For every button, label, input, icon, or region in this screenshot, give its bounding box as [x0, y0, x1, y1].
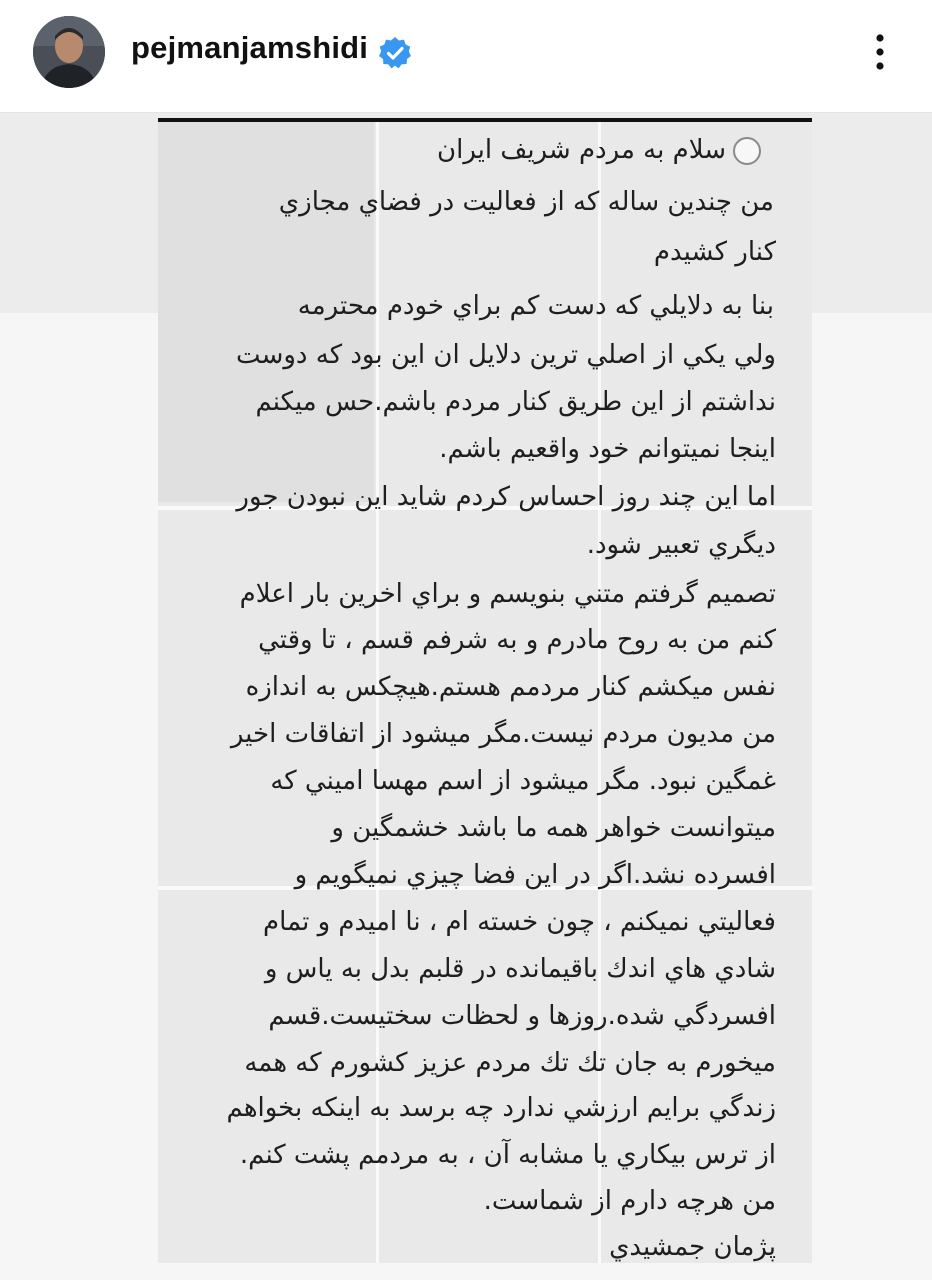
note-line: من چندين ساله كه از فعاليت در فضاي مجازي — [278, 187, 774, 217]
note-line: افسردگي شده.روزها و لحظات سختيست.قسم — [268, 1001, 776, 1031]
verified-badge-icon — [378, 36, 412, 70]
note-line: نفس ميكشم كنار مردمم هستم.هيچكس به اندازه — [245, 672, 776, 702]
username[interactable]: pejmanjamshidi — [131, 30, 369, 65]
more-vertical-icon[interactable] — [862, 28, 898, 76]
note-line: كنار كشيدم — [653, 237, 776, 267]
avatar-photo — [33, 16, 105, 88]
note-line: افسرده نشد.اگر در اين فضا چيزي نميگويم و — [294, 860, 776, 890]
note-line: من مديون مردم نيست.مگر ميشود از اتفاقات اخير — [230, 719, 776, 749]
note-line: بنا به دلايلي كه دست كم براي خودم محترمه — [297, 291, 774, 321]
note-line: من هرچه دارم از شماست. — [483, 1186, 776, 1216]
note-line: ديگري تعبير شود. — [586, 530, 776, 560]
post-image-note — [158, 118, 812, 1263]
note-line: فعاليتي نميكنم ، چون خسته ام ، نا اميدم و تمام — [263, 907, 776, 937]
avatar[interactable] — [33, 16, 105, 88]
note-line: نداشتم از اين طريق كنار مردم باشم.حس ميكنم — [255, 387, 776, 417]
note-line: ميتوانست خواهر همه ما باشد خشمگين و — [331, 813, 776, 843]
note-line: اما اين چند روز احساس كردم شايد اين نبودن جور — [236, 482, 776, 512]
note-line: اينجا نميتوانم خود واقعيم باشم. — [439, 434, 776, 464]
note-line: از ترس بيكاري يا مشابه آن ، به مردمم پشت كنم. — [239, 1140, 776, 1170]
note-line: شادي هاي اندك باقيمانده در قلبم بدل به ياس و — [264, 954, 776, 984]
note-line: كنم من به روح مادرم و به شرفم قسم ، تا وقتي — [258, 625, 776, 655]
note-line: سلام به مردم شريف ايران — [437, 135, 726, 165]
note-line: تصميم گرفتم متني بنويسم و براي اخرين بار اعلام — [239, 579, 776, 609]
note-line: غمگين نبود. مگر ميشود از اسم مهسا اميني كه — [270, 766, 776, 796]
note-line: زندگي برايم ارزشي ندارد چه برسد به اينكه بخواهم — [226, 1093, 776, 1123]
note-line: ميخورم به جان تك تك مردم عزيز كشورم كه همه — [244, 1048, 776, 1078]
post-header — [0, 0, 932, 113]
note-text — [158, 122, 812, 1263]
note-line: ولي يكي از اصلي ترين دلايل ان اين بود كه دوست — [236, 340, 776, 370]
note-line: پژمان جمشيدي — [609, 1232, 776, 1262]
